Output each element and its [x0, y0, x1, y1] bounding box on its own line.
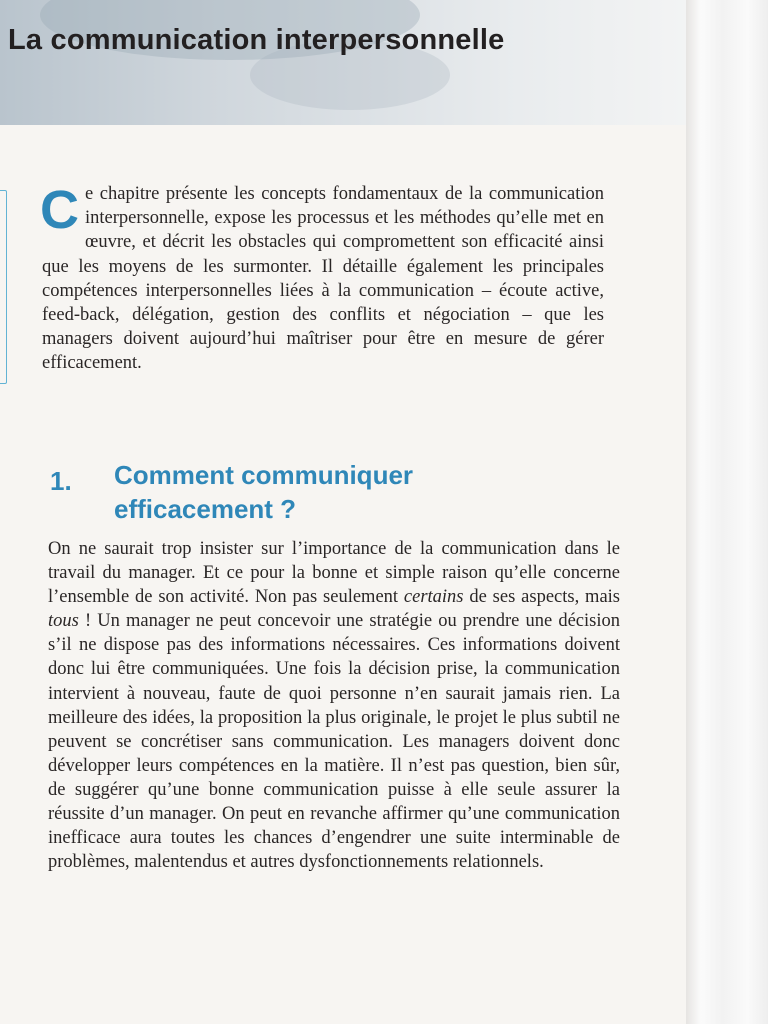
drop-cap: C	[40, 180, 79, 240]
section-number: 1.	[50, 466, 72, 496]
chapter-intro	[42, 182, 604, 376]
body-paragraph	[48, 537, 620, 874]
emphasis-tous: tous	[48, 611, 79, 632]
emphasis-certains: certains	[403, 587, 464, 608]
intro-text: e chapitre présente les concepts fondamentaux de la communication interpersonnelle, expose les processus et les méthodes qu’elle met en œuvre, et décrit les obstacles qui compromettent son efficacité ainsi que les moyens de les surmonter. Il détaille également les principales compétences interpersonnelles liées à la communication – écoute active, feed-back, délégation, gestion des conflits et négociation – que les managers doivent aujourd’hui maîtriser pour être en mesure de gérer efficacement.	[42, 184, 604, 374]
body-text-3: ! Un manager ne peut concevoir une stratégie ou prendre une décision s’il ne dispose pas des informations nécessaires. Ces informations doivent donc lui être communiquées. Une fois la décision prise, la communication intervient à nouveau, faute de quoi personne n’en saurait jamais rien. La meilleure des idées, la proposition la plus originale, le projet le plus subtil ne peuvent se concrétiser sans communication. Les managers doivent donc développer leurs compétences en la matière. Il n’est pas question, bien sûr, de suggérer qu’une bonne communication puisse à elle seule assurer la réussite d’un manager. On peut en revanche affirmer qu’une communication inefficace aura toutes les chances d’engendrer une suite interminable de problèmes, malentendus et autres dysfonctionnements relationnels.	[48, 611, 620, 873]
margin-bracket	[0, 190, 7, 384]
book-gutter	[686, 0, 768, 1024]
chapter-title: La communication interpersonnelle	[8, 24, 505, 56]
section-title	[114, 458, 554, 526]
body-text-2: de ses aspects, mais	[463, 587, 620, 608]
body-text-1: On ne saurait trop insister sur l’importance de la communication dans le travail du manager. Et ce pour la bonne et simple raison qu’elle concerne l’ensemble de son activité. Non pas seulement	[48, 539, 620, 608]
header-banner-image	[0, 0, 690, 125]
section-title-line1: Comment communiquer	[114, 460, 414, 490]
section-title-line2: efficacement ?	[114, 494, 297, 524]
